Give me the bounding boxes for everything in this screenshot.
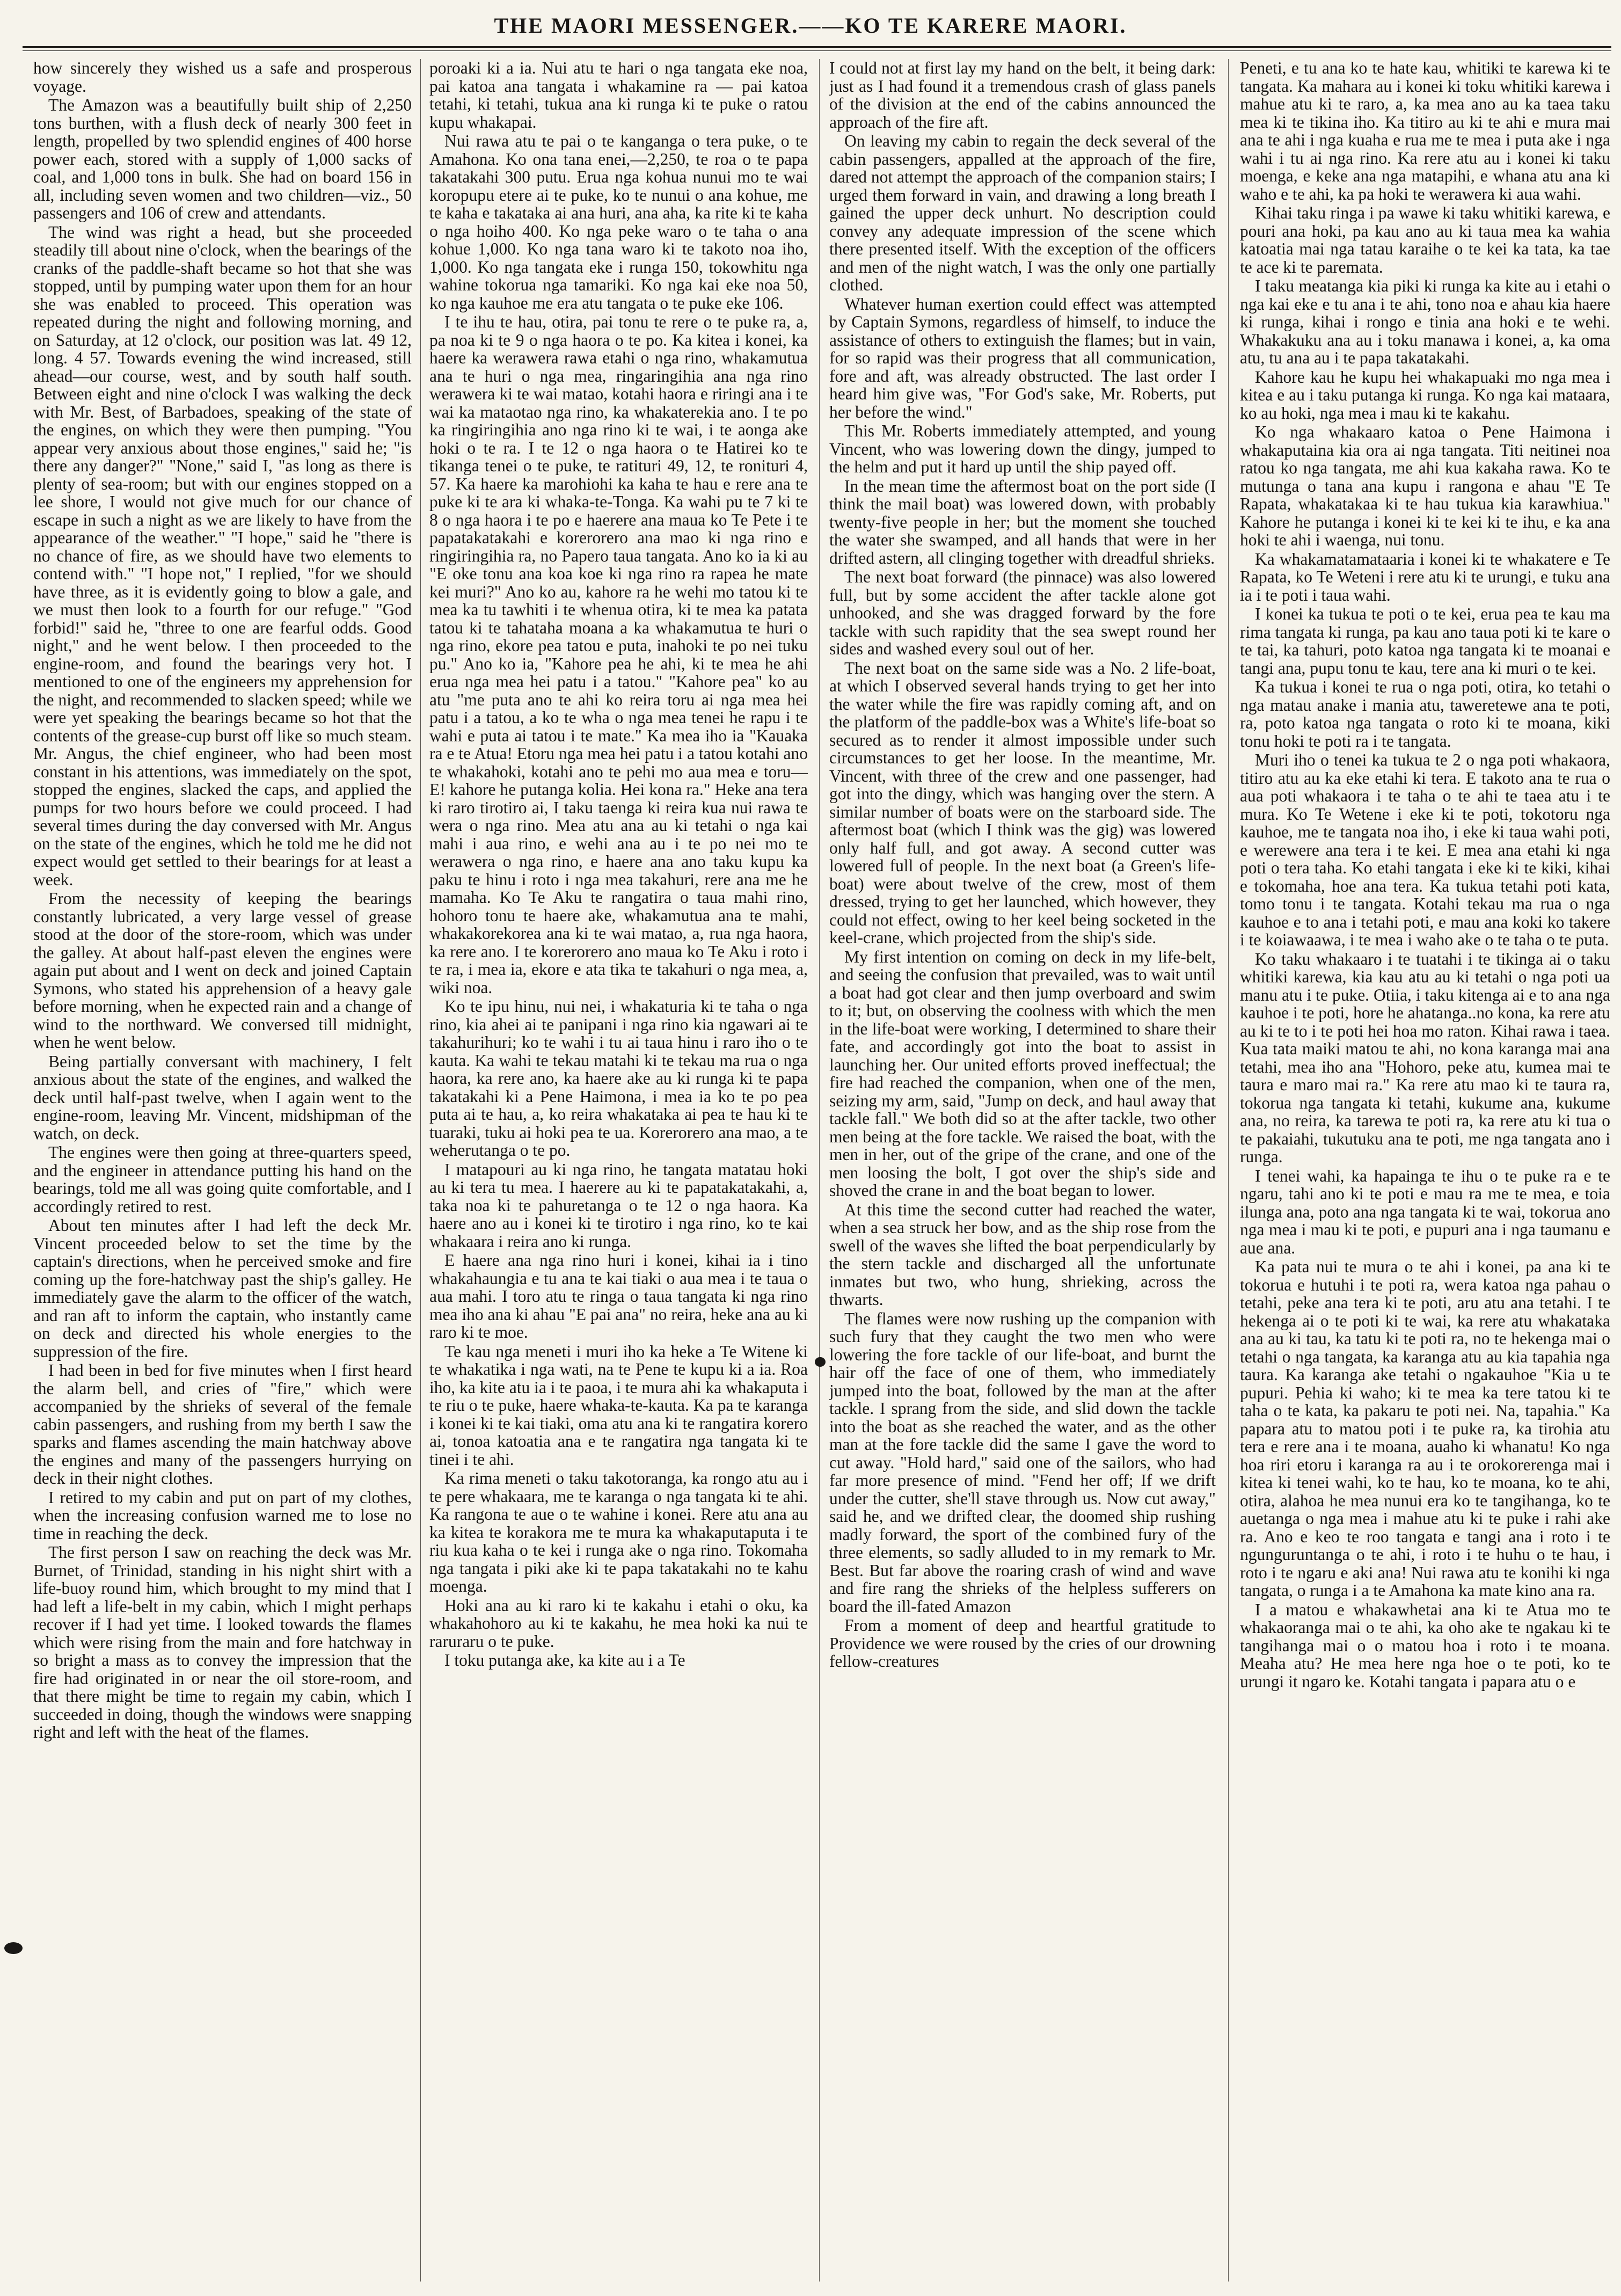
paragraph: I konei ka tukua te poti o te kei, erua pea te kau ma rima tangata ki runga, pa kau ano taua poti ki te kare o te tai, ka tahuri, poto katoa nga tangata ki te moanai e tangi ana, pupu tonu te kau, tere ana ki muri o te kei. (1240, 604, 1610, 677)
paragraph: Ka tukua i konei te rua o nga poti, otira, ko tetahi o nga matau anake i mania atu, taweretewe ana te poti, ra, poto katoa nga tangata o roto ki te moana, kiki tonu hoki te poti ra i te tangata. (1240, 677, 1610, 750)
paragraph: This Mr. Roberts immediately attempted, and young Vincent, who was lowering down the dingy, jumped to the helm and put it hard up until the ship payed off. (829, 421, 1216, 476)
paragraph: The next boat on the same side was a No. 2 life-boat, at which I observed several hands trying to get her into the water while the fire was rapidly coming aft, and on the platform of the paddle-box was a White's life-boat so secured as to render it almost impossible under such circumstances to get her loose. In the meantime, Mr. Vincent, with three of the crew and one passenger, had got into the dingy, which was hanging over the stern. A similar number of boats were on the starboard side. The aftermost boat (which I think was the gig) was lowered only half full, and got away. A second cutter was lowered full of people. In the next boat (a Green's life-boat) were about twelve of the crew, most of them dressed, trying to get her launched, which however, they could not effect, owing to her keel being socketed in the keel-crane, which projected from the ship's side. (829, 658, 1216, 947)
paragraph: The wind was right a head, but she proceeded steadily till about nine o'clock, when the bearings of the cranks of the paddle-shaft became so hot that she was stopped, until by pumping water upon them for an hour she was enabled to proceed. This operation was repeated during the night and following morning, and on Saturday, at 12 o'clock, our position was lat. 49 12, long. 4 57. Towards evening the wind increased, still ahead—our course, west, and by south half south. Between eight and nine o'clock I was walking the deck with Mr. Best, of Barbadoes, speaking of the state of the engines, on which they were then pumping. "You appear very anxious about those engines," said he; "is there any danger?" "None," said I, "as long as there is plenty of sea-room; but with our engines stopped on a lee shore, I would not give much for our chance of escape in such a night as we are likely to have from the appearance of the weather." "I hope," said he "there is no chance of fire, as we should have two elements to contend with." "I hope not," I replied, "for we should have three, as it is evidently going to blow a gale, and we must then look to a fourth for our refuge." "God forbid!" said he, "three to one are fearful odds. Good night," and he went below. I then proceeded to the engine-room, and found the bearings very hot. I mentioned to one of the engineers my apprehension for the night, and recommended to slacken speed; while we were yet speaking the bearings became so hot that the contents of the grease-cup burst off like so much steam. Mr. Angus, the chief engineer, who had been most constant in his attentions, was immediately on the spot, stopped the engines, slacked the caps, and applied the pumps for two hours before we could proceed. I had several times during the day conversed with Mr. Angus on the state of the engines, which he told me he did not expect would get settled to their bearings for at least a week. (33, 222, 412, 889)
paragraph: The flames were now rushing up the companion with such fury that they caught the two men who were lowering the fore tackle of our life-boat, and burnt the hair off the face of one of them, who immediately jumped into the boat, followed by the man at the after tackle. I sprang from the side, and slid down the tackle into the boat as she reached the water, and as the other man at the fore tackle did the same I gave the word to cut away. "Hold hard," said one of the sailors, who had far more presence of mind. "Fend her off; If we drift under the cutter, she'll stave through us. Now cut away," said he, and we drifted clear, the doomed ship rushing madly forward, the sport of the combined fury of the three elements, so sadly alluded to in my remark to Mr. Best. But far above the roaring crash of wind and wave and fire rang the shrieks of the helpless sufferers on board the ill-fated Amazon (829, 1309, 1216, 1616)
masthead-rule-thin (23, 50, 1611, 51)
paragraph: My first intention on coming on deck in my life-belt, and seeing the confusion that prevailed, was to wait until a boat had got clear and then jump overboard and swim to it; but, on observing the coolness with which the men in the life-boat were working, I determined to share their fate, and accordingly got into the boat to assist in launching her. Our united efforts proved ineffectual; the fire had reached the companion, when one of the men, seizing my arm, said, "Jump on deck, and haul away that tackle fall." We both did so at the after tackle, two other men being at the fore tackle. We raised the boat, with the men in her, out of the gripe of the crane, and one of the men loosing the bolt, I got over the ship's side and shoved the crane in and the boat began to lower. (829, 947, 1216, 1200)
paragraph: The engines were then going at three-quarters speed, and the engineer in attendance putting his hand on the bearings, told me all was going quite comfortable, and I accordingly retired to rest. (33, 1143, 412, 1216)
ink-blot (815, 1357, 826, 1367)
paragraph: Te kau nga meneti i muri iho ka heke a Te Witene ki te whakatika i nga wati, na te Pene te kupu ki a ia. Roa iho, ka kite atu ia i te paoa, i te mura ahi ka whakaputa i te riu o te puke, haere whaka-te-kauta. Ka pa te karanga i konei ki te kai tiaki, oma atu ana ki te rangatira korero ai, tonoa katoatia ana e te rangatira nga tangata ki te tinei i te ahi. (429, 1342, 808, 1469)
paragraph: E haere ana nga rino huri i konei, kihai ia i tino whakahaungia e tu ana te kai tiaki o aua mea i te taua o aua mahi. I toro atu te ringa o taua tangata ki nga rino mea iho ana ki ahau "E pai ana" no reira, heke ana au ki raro ki te moe. (429, 1251, 808, 1342)
paragraph: Peneti, e tu ana ko te hate kau, whitiki te karewa ki te tangata. Ka mahara au i konei ki toku whitiki karewa i mahue atu ki te raro, a, ka mea ano au ka taea taku mea ki te tikina iho. Ka titiro au ki te ahi e mura mai ana te ahi i nga kuaha e rua me te mea i puta ake i nga wahi i tu ai nga rino. Ka rere atu au i konei ki taku moenga, e keke ana nga matapihi, e whana atu ana ki waho e te ahi, ka pa hoki te werawera ki aua wahi. (1240, 59, 1610, 203)
paragraph: Whatever human exertion could effect was attempted by Captain Symons, regardless of himself, to induce the assistance of others to extinguish the flames; but in vain, for so rapid was their progress that all communication, fore and aft, was already obstructed. The last order I heard him give was, "For God's sake, Mr. Roberts, put her before the wind." (829, 294, 1216, 421)
paragraph: Ka pata nui te mura o te ahi i konei, pa ana ki te tokorua e hutuhi i te poti ra, wera katoa nga pahau o tetahi, peke ana tera ki te poti, aru atu ana tetahi. I te hekenga ai o te poti ki te wai, ka rere atu whakataka ana au ki tau, ka tatu ki te poti ra, no te hekenga mai o tetahi o nga tangata, ka karanga atu au kia tapahia nga taura. Ka karanga ake tetahi o ngakauhoe "Kia u te pupuri. Pehia ki waho; ki te mea ka tere tatou ki te taha o te kata, ka pakaru te poti nei. Na, tapahia." Ka papara atu to matou poti i te puke ra, ka tirohia atu tera e rere ana i te moana, auaho ki whanatu! Ko nga hoa riri etoru i karanga ra au i te orokorerenga mai i kitea ki tenei wahi, ko te hau, ko te moana, ko te ahi, otira, alahoa he mea nunui era ko te tangihanga, ko te auetanga o nga mea i mahue atu ki te puke i rahi ake ra. Ano e keo te roo tangata e tangi ana i roto i te ngunguruntanga o te ahi, i roto i te huhu o te hau, i roto i te ngaru e aki ana! Nui rawa atu te konihi ki nga tangata, o runga i a te Amahona ka mate kino ana ra. (1240, 1257, 1610, 1600)
paragraph: I matapouri au ki nga rino, he tangata matatau hoki au ki tera tu mea. I haerere au ki te papatakatakahi, a, taka noa ki te pahuretanga o te 12 o nga haora. Ka haere ano au i konei ki te tirotiro i nga rino, ko te kai whakaara i reira ano ki runga. (429, 1160, 808, 1251)
paragraph: Ko nga whakaaro katoa o Pene Haimona i whakaputaina kia ora ai nga tangata. Titi neitinei noa ratou ko nga tangata, me ahi kua kakaha rawa. Ko te mutunga o tana ana kupu i rangona e ahau "E Te Rapata, whakatakaa ki te hau tukua kia karawhiua." Kahore he putanga i konei ki te kei ki te ihu, e ka ana hoki te ahi i waenga, nui tonu. (1240, 422, 1610, 549)
paragraph: I a matou e whakawhetai ana ki te Atua mo te whakaoranga mai o te ahi, ka oho ake te ngakau ki te tangihanga mai o o matou hoa i roto i te moana. Meaha atu? He mea here nga hoe o te poti, ko te urungi it ngaro ke. Kotahi tangata i papara atu o e (1240, 1600, 1610, 1691)
masthead-rule (23, 46, 1611, 48)
paragraph: From the necessity of keeping the bearings constantly lubricated, a very large vessel of grease stood at the door of the store-room, which was under the galley. At about half-past eleven the engines were again put about and I went on deck and joined Captain Symons, who stated his apprehension of a heavy gale before morning, when he expected rain and a change of wind to the northward. We conversed till midnight, when he went below. (33, 889, 412, 1052)
paragraph: I could not at first lay my hand on the belt, it being dark: just as I had found it a tremendous crash of glass panels of the division at the end of the cabins announced the approach of the fire aft. (829, 59, 1216, 132)
paragraph: Ka rima meneti o taku takotoranga, ka rongo atu au i te pere whakaara, me te karanga o nga tangata ki te ahi. Ka rangona te aue o te wahine i konei. Rere atu ana au ka kitea te korakora me te mura ka whakaputaputa i te riu kua kaha o te kei i runga ake o nga rino. Tokomaha nga tangata i piki ake ki te papa takatakahi no te kahu moenga. (429, 1469, 808, 1595)
paragraph: I taku meatanga kia piki ki runga ka kite au i etahi o nga kai eke e tu ana i te ahi, tono noa e ahau kia haere ki runga, kihai i rongo e tinia ana hoki e te wehi. Whakakuku ana au i toku manawa i konei, a, ka oma atu, tu ana au i te papa takatakahi. (1240, 276, 1610, 367)
paragraph: Ko taku whakaaro i te tuatahi i te tikinga ai o taku whitiki karewa, kia kau atu au ki tetahi o nga poti ua manu atu i te puke. Otiia, i taku kitenga ai e to ana nga kauhoe i te poti, hore he ahatanga..no kona, ka rere atu au ki te to i te poti hei hoa mo raton. Kihai rawa i taea. Kua tata maiki matou te ahi, no kona karanga mai ana tetahi, mea iho ana "Hohoro, peke atu, kumea mai te taura e maro mai ra." Ka rere atu mao ki te taura ra, tokorua nga tangata ki tetahi, kukume ana, kukume ana, no reira, ka tarewa te poti ra, ka rere atu ki tua o te pakaiahi, tukutuku ana te poti, me nga tangata ano i runga. (1240, 949, 1610, 1166)
paragraph: Ko te ipu hinu, nui nei, i whakaturia ki te taha o nga rino, kia ahei ai te panipani i nga rino kia ngawari ai te takahurihuri; ko te wahi i tu ai taua hinu i raro iho o te kauta. Ka wahi te tekau matahi ki te tekau ma rua o nga haora, ka rere ano, ka haere ake au ki runga ki te papa takatakahi ki a Pene Haimona, i mea ia ko te po pea puta ai te hau, a, ko reira whakataka ai pea te hau ki te tuaraki, tuku ai hoki pea te ua. Korerorero ana mao, a te weherutanga o te po. (429, 997, 808, 1160)
paragraph: I retired to my cabin and put on part of my clothes, when the increasing confusion warned me to lose no time in reaching the deck. (33, 1488, 412, 1543)
column-separator (819, 59, 820, 2282)
paragraph: Hoki ana au ki raro ki te kakahu i etahi o oku, ka whakahohoro au ki te kakahu, he mea hoki ka nui te raruraru o te puke. (429, 1595, 808, 1651)
paragraph: Muri iho o tenei ka tukua te 2 o nga poti whakaora, titiro atu au ka eke etahi ki tera. E takoto ana te rua o aua poti whakaora i te taha o te ahi te taea atu i te mura. Ko Te Wetene i eke ki te poti, tokotoru nga kauhoe, me te tangata noa iho, i eke ki taua wahi poti, e werewere ana tera i te kei. E mea ana etahi ki nga poti o tera taha. Ko etahi tangata i eke ki te kiki, kihai e tokomaha, hoe ana tera. Ka tukua tetahi poti kata, tomo tonu i te tangata. Kotahi tekau ma rua o nga kauhoe e to ana i tetahi poti, e mau ana koki ko takere i te koiawaawa, i te mea i waho ake o te taha o te puta. (1240, 750, 1610, 949)
paragraph: I toku putanga ake, ka kite au i a Te (444, 1651, 685, 1670)
paragraph: poroaki ki a ia. Nui atu te hari o nga tangata eke noa, pai katoa ana tangata i whakamine ra — pai katoa tetahi, ki tetahi, tukua ana ki runga ki te puke o ratou kupu whakapai. (429, 59, 808, 132)
column-maori-2 (1240, 59, 1610, 2282)
paragraph: I had been in bed for five minutes when I first heard the alarm bell, and cries of "fire," which were accompanied by the shrieks of several of the female cabin passengers, and rushing from my berth I saw the sparks and flames ascending the main hatchway above the engines and many of the passengers hurrying on deck in their night clothes. (33, 1361, 412, 1488)
column-separator (420, 59, 421, 2282)
paragraph: At this time the second cutter had reached the water, when a sea struck her bow, and as the ship rose from the swell of the waves she lifted the boat perpendicularly by the stern tackle and discharged all the unfortunate inmates but two, who hung, shrieking, across the thwarts. (829, 1200, 1216, 1309)
paragraph: I tenei wahi, ka hapainga te ihu o te puke ra e te ngaru, tahi ano ki te poti e mau ra me te mea, e toia ilunga ana, poto ana nga tangata ki te wai, tokorua ano nga mea i mau ki te poti, e pupuri ana i nga taumanu e aue ana. (1240, 1166, 1610, 1257)
paragraph: The next boat forward (the pinnace) was also lowered full, but by some accident the after tackle alone got unhooked, and she was dragged forward by the fore tackle with such rapidity that the sea swept round her sides and washed every soul out of her. (829, 567, 1216, 658)
column-english-2 (829, 59, 1216, 2282)
column-english-1 (33, 59, 412, 2282)
paragraph: Nui rawa atu te pai o te kanganga o tera puke, o te Amahona. Ko ona tana enei,—2,250, te roa o te papa takatakahi 300 putu. Erua nga kohua nunui mo te wai koropupu etere ai te puke, ko te nunui o ana kohue, me te kaha e takataka ai ana huri, ana aha, ka rite ki te kaha o nga hoiho 400. Ko nga peke waro o te taha o ana kohue 1,000. Ko nga tana waro ki te takoto noa iho, 1,000. Ko nga tangata eke i runga 150, tokowhitu nga wahine tokorua nga tamariki. Ko nga kai eke noa 50, ko nga kauhoe me era atu tangata o te puke eke 106. (429, 132, 808, 312)
paragraph: how sincerely they wished us a safe and prosperous voyage. (33, 59, 412, 96)
paragraph: Ka whakamatamataaria i konei ki te whakatere e Te Rapata, ko Te Weteni i rere atu ki te urungi, e tuku ana ia i te poti i taua wahi. (1240, 549, 1610, 604)
paragraph: Kahore kau he kupu hei whakapuaki mo nga mea i kitea e au i taku putanga ki runga. Ko nga kai mataara, ko au hoki, nga mea i mau ki te kakahu. (1240, 367, 1610, 422)
paragraph: On leaving my cabin to regain the deck several of the cabin passengers, appalled at the approach of the fire, dared not attempt the approach of the companion stairs; I urged them forward in vain, and drawing a long breath I gained the upper deck unhurt. No description could convey any adequate impression of the scene which there presented itself. With the exception of the officers and men of the night watch, I was the only one partially clothed. (829, 132, 1216, 294)
paragraph: About ten minutes after I had left the deck Mr. Vincent proceeded below to set the time by the captain's directions, when he perceived smoke and fire coming up the fore-hatchway past the ship's galley. He immediately gave the alarm to the officer of the watch, and ran aft to inform the captain, who instantly came on deck and directed his whole energies to the suppression of the fire. (33, 1216, 412, 1361)
paragraph: From a moment of deep and heartful gratitude to Providence we were roused by the cries of our drowning fellow-creatures (829, 1616, 1216, 1671)
column-separator (1228, 59, 1229, 2282)
paragraph: I te ihu te hau, otira, pai tonu te rere o te puke ra, a, pa noa ki te 9 o nga haora o te po. Ka kitea i konei, ka haere ka werawera rawa etahi o nga rino, whakamutua ana te huri o nga mea, ringaringihia ana nga rino werawera ki te wai matao, kotahi haora e riringi ana i te wai ka mataotao nga rino, ka whakaterekia ano. I te po ka ringiringihia ano nga rino ki te wai, i te aonga ake hoki o te ra. I te 12 o nga haora o te Hatirei ko te tikanga tenei o te puke, te ratituri 49, 12, te ronituri 4, 57. Ka haere ka marohiohi ka kaha te hau e rere ana te puke ki te ara ki whaka-te-Tonga. Ka wahi pu te 7 ki te 8 o nga haora i te po e haerere ana maua ko Te Pete i te papatakatakahi e korerorero ana mao ki nga rino e ringiringihia ra, no Papero taua tangata. Ano ko ia ki au "E oke tonu ana koa koe ki nga rino ra rapea he mate kei muri?" Ano ko au, kahore ra he wehi mo tatou ki te mea ka tu tawhiti i te whenua otira, ki te mea ka patata tatou ki te tahataha moana a ka whakamutua te huri o nga rino, ekore pea tatou e puta, inahoki te po nei tuku pu." Ano ko ia, "Kahore pea he ahi, ki te mea he ahi erua nga mea hei patu i a tatou." "Kahore pea" ko au atu "me puta ano te ahi ko reira toru ai nga mea hei patu i a tatou, a ko te wha o nga mea tenei he rapu i te wahi e puta ai tatou i te mate." Ka mea iho ia "Kauaka ra e te Atua! Etoru nga mea hei patu i a tatou kotahi ano te whakahoki, kotahi ano te pehi mo aua mea e toru—E! kahore he putanga kolia. Hei kona ra." Heke ana tera ki raro tirotiro ai, I taku taenga ki reira kua nui rawa te wera o nga rino. Mea atu ana au ki tetahi o nga kai mahi i aua rino, e wehi ana au i te po nei mo te werawera o nga rino, e haere ana ano taku kupu ka paku te hinu i roto i nga mea takahuri, rere ana me he mamaha. Ko Te Aku te rangatira o taua mahi rino, hohoro tonu te haere ake, whakamutua ana te mahi, whakakorekorea ana ki te wai matao, a, rua nga haora, ka rere ano. I te korerorero ano maua ko Te Aku i roto i te ra, i mea ia, ekore e ata tika te takahuri o nga mea, a, wiki noa. (429, 312, 808, 997)
paragraph: In the mean time the aftermost boat on the port side (I think the mail boat) was lowered down, with probably twenty-five people in her; but the moment she touched the water she swamped, and all hands that were in her drifted astern, all clinging together with dreadful shrieks. (829, 476, 1216, 567)
page-masthead: THE MAORI MESSENGER.——KO TE KARERE MAORI. (494, 13, 1127, 38)
paragraph: The first person I saw on reaching the deck was Mr. Burnet, of Trinidad, standing in his night shirt with a life-buoy round him, which brought to my mind that I had left a life-belt in my cabin, which I might perhaps recover if I had yet time. I looked towards the flames which were rising from the main and fore hatchway in so bright a mass as to convey the impression that the fire had originated in or near the oil store-room, and that there might be time to regain my cabin, which I succeeded in doing, though the windows were snapping right and left with the heat of the flames. (33, 1543, 412, 1741)
paragraph: Kihai taku ringa i pa wawe ki taku whitiki karewa, e pouri ana hoki, pa kau ano au ki taua mea ka wahia katoatia mai nga tatau karaihe o te kei ka tata, ka tae te ace ki te paremata. (1240, 203, 1610, 276)
paragraph: Being partially conversant with machinery, I felt anxious about the state of the engines, and walked the deck until half-past twelve, when I again went to the engine-room, leaving Mr. Vincent, midshipman of the watch, on deck. (33, 1052, 412, 1143)
paragraph: The Amazon was a beautifully built ship of 2,250 tons burthen, with a flush deck of nearly 300 feet in length, propelled by two splendid engines of 400 horse power each, stored with a supply of 1,000 sacks of coal, and 1,000 tons in bulk. She had on board 156 in all, including seven women and two children—viz., 50 passengers and 106 of crew and attendants. (33, 96, 412, 222)
ink-blot (4, 1942, 23, 1954)
column-maori-1 (429, 59, 808, 2282)
